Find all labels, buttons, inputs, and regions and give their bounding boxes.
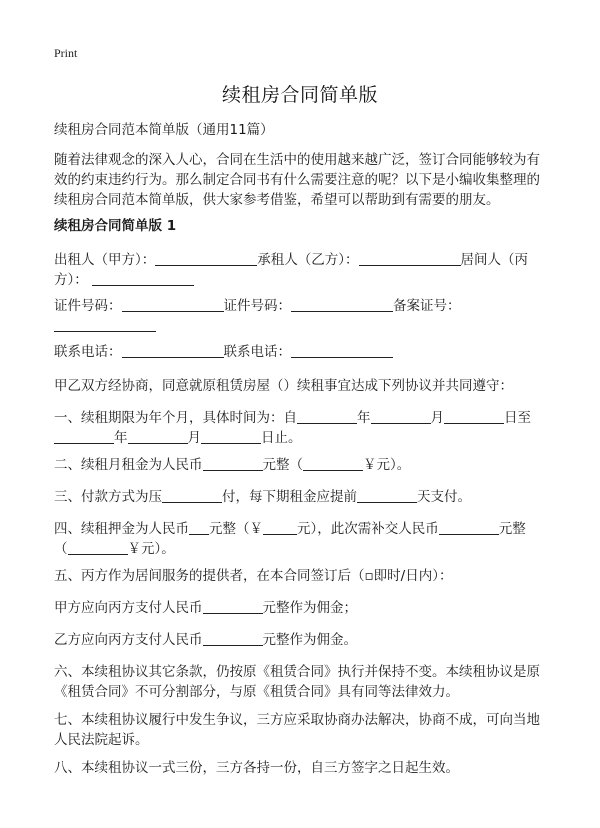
broker-blank[interactable] xyxy=(92,271,194,286)
party-b-commission-text-b: 元整作为佣金。 xyxy=(262,632,357,648)
clause-2 xyxy=(54,455,554,475)
month-label: 月 xyxy=(430,410,444,426)
ids-block xyxy=(54,296,554,336)
clause-4-text-b: 元整（￥ xyxy=(209,521,263,537)
phone-label-2: 联系电话： xyxy=(223,344,291,360)
year-label: 年 xyxy=(357,410,371,426)
clause-6: 六、本续租协议其它条款，仍按原《租赁合同》执行并保持不变。本续租协议是原《租赁合同》不可分割部分，与原《租赁合同》具有同等法律效力。 xyxy=(54,664,540,700)
day-end-label: 日止。 xyxy=(261,430,302,446)
clause-3-text-c: 天支付。 xyxy=(417,489,471,505)
start-month-blank[interactable] xyxy=(371,409,431,424)
agreement-intro: 甲乙双方经协商，同意就原租赁房屋（）续租事宜达成下列协议并共同遵守： xyxy=(54,378,513,394)
id-label-1: 证件号码： xyxy=(54,298,122,314)
party-a-commission-text-b: 元整作为佣金； xyxy=(262,600,357,616)
start-day-blank[interactable] xyxy=(444,409,504,424)
broker-label: 居间人（丙 xyxy=(460,252,528,268)
rent-yuan-blank[interactable] xyxy=(303,456,363,471)
clause-4-text-e: （ xyxy=(54,541,68,557)
id-blank-1[interactable] xyxy=(122,297,224,312)
supplement-blank[interactable] xyxy=(439,520,499,535)
lessor-label: 出租人（甲方）： xyxy=(54,252,156,268)
end-day-blank[interactable] xyxy=(201,429,261,444)
day-to-label: 日至 xyxy=(504,410,531,426)
clause-3-text-b: 付，每下期租金应提前 xyxy=(222,489,357,505)
party-a-commission xyxy=(54,598,554,618)
party-b-commission xyxy=(54,630,554,650)
record-blank[interactable] xyxy=(54,317,156,332)
lessee-blank[interactable] xyxy=(359,251,461,266)
advance-days-blank[interactable] xyxy=(357,488,417,503)
clause-2-text-b: 元整（ xyxy=(262,457,303,473)
clause-4 xyxy=(54,519,554,559)
id-label-2: 证件号码： xyxy=(223,298,291,314)
phones-block xyxy=(54,342,554,362)
broker-label-cont: 方）： xyxy=(54,272,88,288)
clause-1-text: 一、续租期限为年个月，具体时间为：自 xyxy=(54,410,297,426)
document-title: 续租房合同简单版 xyxy=(221,84,378,106)
clause-4-text: 四、续租押金为人民币 xyxy=(54,521,189,537)
document-subtitle: 续租房合同范本简单版（通用11篇） xyxy=(54,122,274,138)
clause-3-text: 三、付款方式为压 xyxy=(54,489,162,505)
party-b-commission-blank[interactable] xyxy=(203,631,263,646)
deposit-months-blank[interactable] xyxy=(162,488,222,503)
clause-8: 八、本续租协议一式三份，三方各持一份，自三方签字之日起生效。 xyxy=(54,760,459,776)
deposit-blank[interactable] xyxy=(189,520,209,535)
phone-blank-2[interactable] xyxy=(291,343,393,358)
phone-blank-1[interactable] xyxy=(122,343,224,358)
clause-7: 七、本续租协议履行中发生争议，三方应采取协商办法解决，协商不成，可向当地人民法院起诉。 xyxy=(54,712,540,748)
start-year-blank[interactable] xyxy=(297,409,357,424)
lessee-label: 承租人（乙方）： xyxy=(257,252,359,268)
clause-4-text-d: 元整 xyxy=(498,521,526,537)
clause-3 xyxy=(54,487,554,507)
clause-5: 五、丙方作为居间服务的提供者，在本合同签订后（▫即时/日内）： xyxy=(54,568,453,584)
clause-1 xyxy=(54,408,554,448)
phone-label-1: 联系电话： xyxy=(54,344,122,360)
clause-4-text-f: ￥元）。 xyxy=(127,541,175,557)
section-heading: 续租房合同简单版 1 xyxy=(54,218,177,234)
party-a-commission-text: 甲方应向丙方支付人民币 xyxy=(54,600,203,616)
end-year-blank[interactable] xyxy=(54,429,114,444)
clause-2-text: 二、续租月租金为人民币 xyxy=(54,457,203,473)
parties-block xyxy=(54,250,554,290)
supplement-yuan-blank[interactable] xyxy=(68,540,128,555)
id-blank-2[interactable] xyxy=(291,297,393,312)
record-label: 备案证号： xyxy=(393,298,461,314)
print-link[interactable]: Print xyxy=(54,46,78,60)
rent-blank[interactable] xyxy=(203,456,263,471)
lessor-blank[interactable] xyxy=(155,251,257,266)
clause-2-text-c: ￥元）。 xyxy=(363,457,411,473)
party-b-commission-text: 乙方应向丙方支付人民币 xyxy=(54,632,203,648)
intro-paragraph: 随着法律观念的深入人心，合同在生活中的使用越来越广泛，签订合同能够较为有效的约束违约行为。那么制定合同书有什么需要注意的呢？以下是小编收集整理的续租房合同范本简单版，供大家参考借鉴，希望可以帮助到有需要的朋友。 xyxy=(54,152,540,208)
end-month-blank[interactable] xyxy=(128,429,188,444)
party-a-commission-blank[interactable] xyxy=(203,599,263,614)
month-label-2: 月 xyxy=(187,430,201,446)
deposit-yuan-blank[interactable] xyxy=(263,520,297,535)
year-label-2: 年 xyxy=(114,430,128,446)
clause-4-text-c: 元），此次需补交人民币 xyxy=(297,521,439,537)
